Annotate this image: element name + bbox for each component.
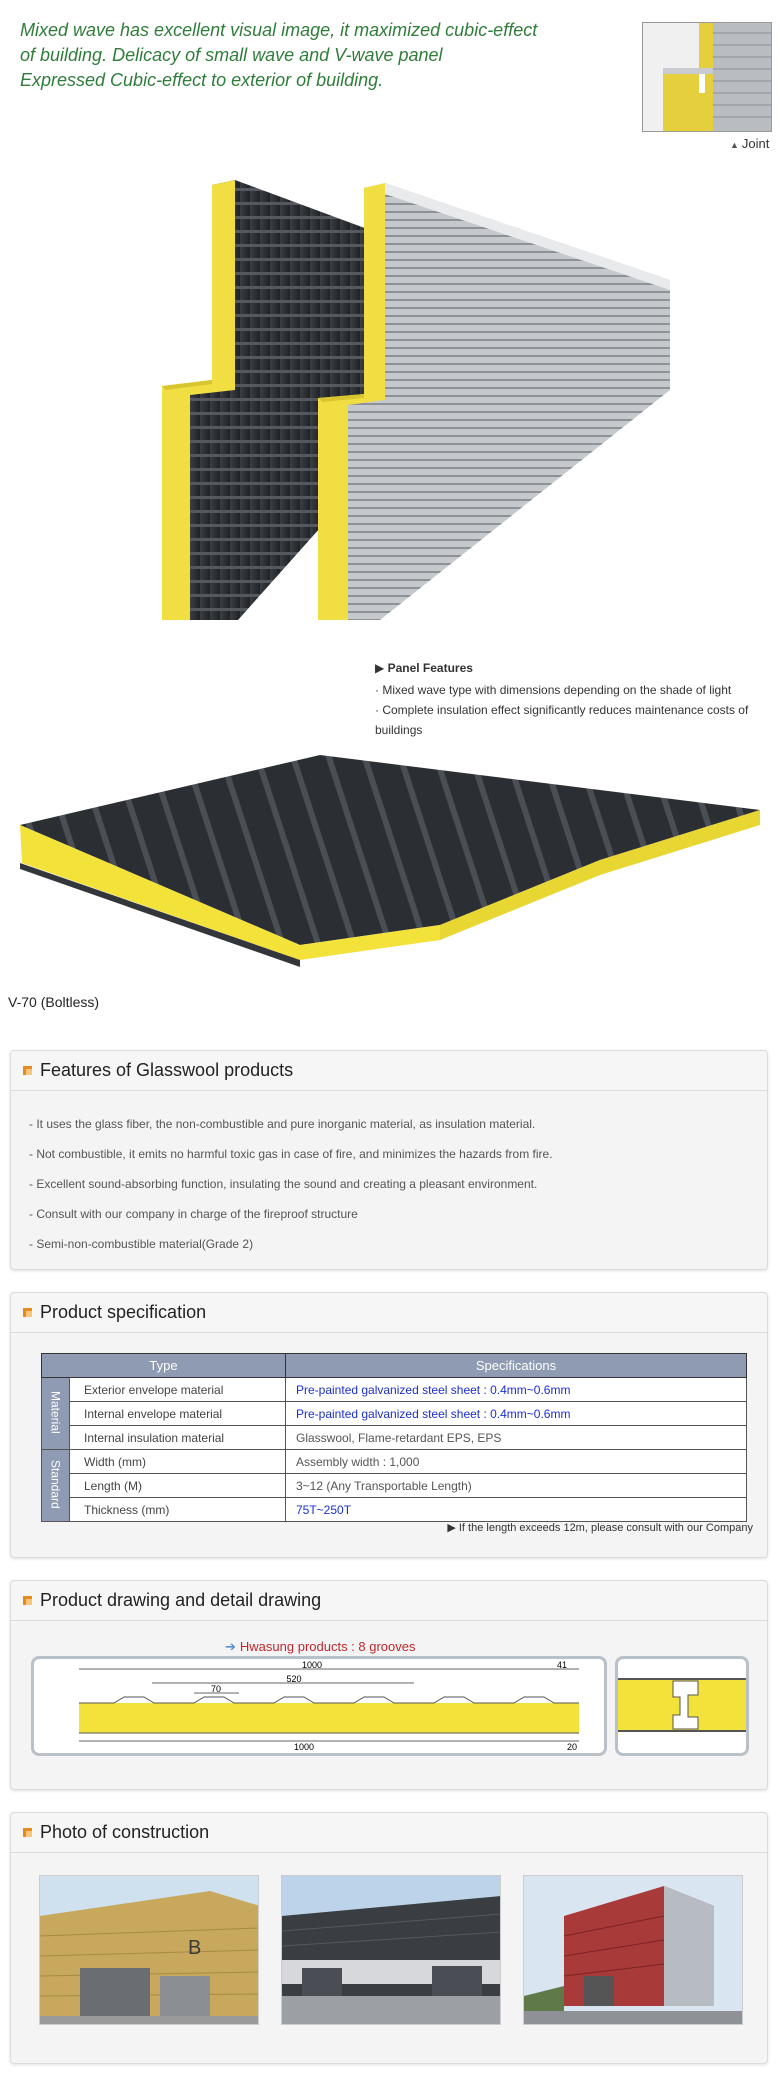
row-label: Internal insulation material <box>70 1426 286 1450</box>
section-header <box>11 1051 767 1091</box>
list-item: - It uses the glass fiber, the non-combustible and pure inorganic material, as insulation material. <box>29 1117 536 1131</box>
flat-panel-illustration <box>0 745 780 970</box>
spec-section <box>10 1292 768 1558</box>
panel-features-title: ▶ Panel Features <box>375 661 473 675</box>
panel-hero-illustration <box>0 150 780 650</box>
dim-label: 1000 <box>301 1660 323 1670</box>
panel-section-drawing <box>31 1656 607 1756</box>
dim-label: 41 <box>556 1660 568 1670</box>
dim-label: 1000 <box>293 1742 315 1752</box>
product-model-label: V-70 (Boltless) <box>8 994 100 1010</box>
glasswool-section <box>10 1050 768 1270</box>
row-value: 75T~250T <box>286 1498 747 1522</box>
intro-line: of building. Delicacy of small wave and V-wave panel <box>20 45 443 65</box>
row-label: Thickness (mm) <box>70 1498 286 1522</box>
row-value: Glasswool, Flame-retardant EPS, EPS <box>286 1426 747 1450</box>
table-row <box>42 1378 747 1402</box>
table-row <box>42 1402 747 1426</box>
intro-line: Expressed Cubic-effect to exterior of building. <box>20 70 384 90</box>
intro-text <box>20 18 580 93</box>
photo-gallery <box>39 1875 743 2025</box>
joint-caption: ▲ Joint <box>730 136 770 151</box>
table-header-row <box>42 1354 747 1378</box>
row-value: Assembly width : 1,000 <box>286 1450 747 1474</box>
col-header-spec: Specifications <box>286 1354 747 1378</box>
list-item: - Consult with our company in charge of the fireproof structure <box>29 1207 358 1221</box>
group-standard: Standard <box>42 1450 70 1522</box>
joint-thumbnail <box>642 22 772 132</box>
drawing-subtitle: ➔ Hwasung products : 8 grooves <box>225 1639 416 1654</box>
row-value: Pre-painted galvanized steel sheet : 0.4mm~0.6mm <box>286 1402 747 1426</box>
bullet-square-icon <box>23 1308 32 1317</box>
list-item: - Excellent sound-absorbing function, insulating the sound and creating a pleasant environment. <box>29 1177 538 1191</box>
construction-photo-section <box>10 1812 768 2064</box>
dim-label: 520 <box>286 1674 302 1684</box>
list-item: - Not combustible, it emits no harmful toxic gas in case of fire, and minimizes the hazards from fire. <box>29 1147 553 1161</box>
construction-photo[interactable] <box>39 1875 259 2025</box>
bullet-square-icon <box>23 1596 32 1605</box>
table-row <box>42 1498 747 1522</box>
panel-features <box>375 658 775 740</box>
construction-photo[interactable] <box>523 1875 743 2025</box>
row-label: Exterior envelope material <box>70 1378 286 1402</box>
section-header <box>11 1581 767 1621</box>
row-label: Length (M) <box>70 1474 286 1498</box>
bullet-square-icon <box>23 1828 32 1837</box>
bullet-square-icon <box>23 1066 32 1075</box>
row-label: Width (mm) <box>70 1450 286 1474</box>
triangle-up-icon: ▲ <box>730 140 739 150</box>
section-title: Features of Glasswool products <box>40 1060 294 1080</box>
joint-detail-drawing <box>615 1656 749 1756</box>
row-value: 3~12 (Any Transportable Length) <box>286 1474 747 1498</box>
glasswool-list <box>11 1091 767 1259</box>
building-sign-letter: B <box>188 1937 202 1959</box>
dim-label: 20 <box>566 1742 578 1752</box>
section-header <box>11 1813 767 1853</box>
section-title: Photo of construction <box>40 1822 210 1842</box>
table-row <box>42 1450 747 1474</box>
spec-table <box>41 1353 747 1522</box>
dim-label: 70 <box>210 1684 222 1694</box>
table-row <box>42 1474 747 1498</box>
section-title: Product drawing and detail drawing <box>40 1590 322 1610</box>
section-header <box>11 1293 767 1333</box>
table-row <box>42 1426 747 1450</box>
panel-feature-item: · Mixed wave type with dimensions depending on the shade of light <box>375 683 732 697</box>
spec-note: ▶ If the length exceeds 12m, please consult with our Company <box>447 1522 753 1534</box>
row-value: Pre-painted galvanized steel sheet : 0.4mm~0.6mm <box>286 1378 747 1402</box>
construction-photo[interactable] <box>281 1875 501 2025</box>
panel-feature-item: · Complete insulation effect significantly reduces maintenance costs of buildings <box>375 703 749 737</box>
col-header-type: Type <box>42 1354 286 1378</box>
intro-line: Mixed wave has excellent visual image, it maximized cubic-effect <box>20 20 538 40</box>
drawing-section <box>10 1580 768 1790</box>
list-item: - Semi-non-combustible material(Grade 2) <box>29 1237 254 1251</box>
row-label: Internal envelope material <box>70 1402 286 1426</box>
arrow-right-icon: ➔ <box>225 1639 236 1654</box>
group-material: Material <box>42 1378 70 1450</box>
section-title: Product specification <box>40 1302 207 1322</box>
